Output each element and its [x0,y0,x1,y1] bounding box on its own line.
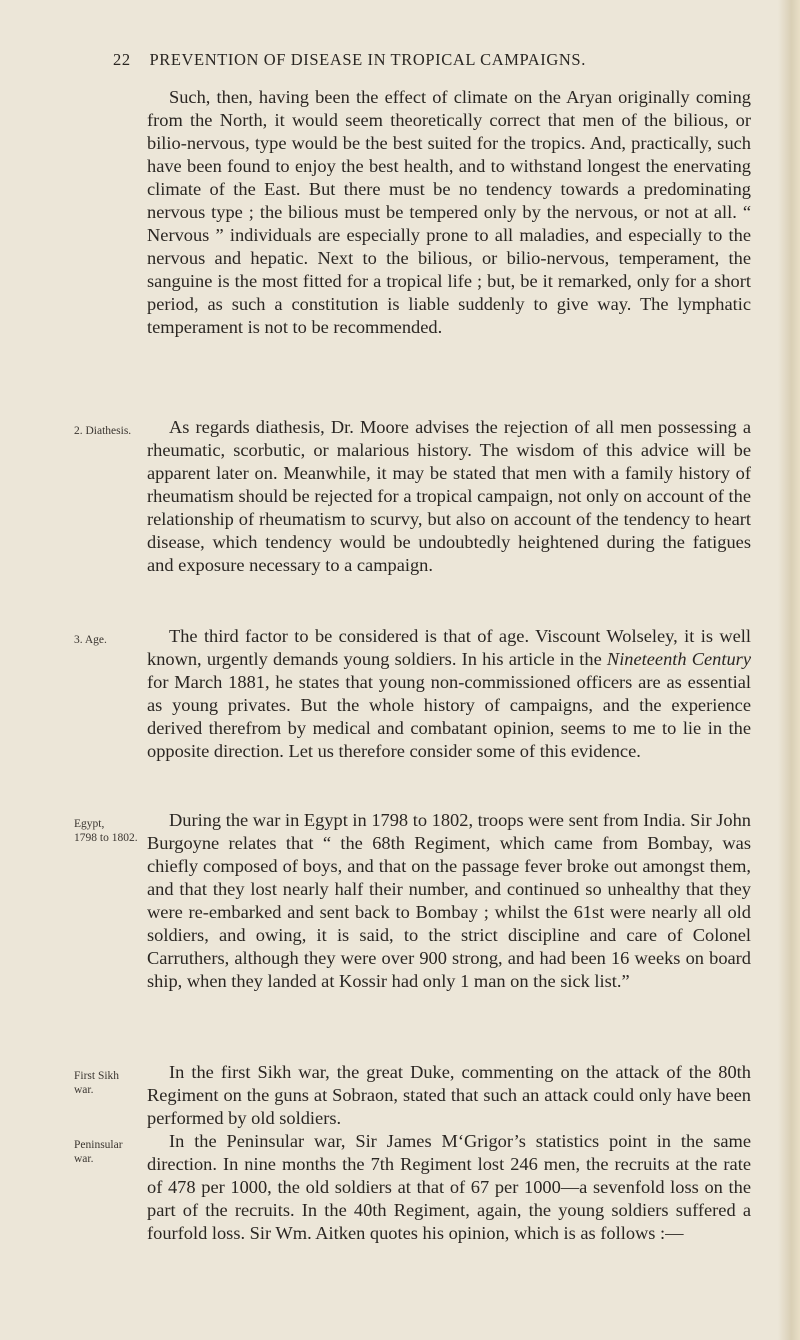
paragraph-sikh-war: In the first Sikh war, the great Duke, commenting on the attack of the 80th Regiment on the guns at Sobraon, stated that such an attack could only have been performed by old soldiers. [147,1062,751,1128]
sidenote-peninsular-line2: war. [74,1153,94,1165]
paragraph-diathesis: As regards diathesis, Dr. Moore advises the rejection of all men possessing a rheumatic, scorbutic, or malarious history. The wisdom of this advice will be apparent later on. Meanwhile, it may be stated that men with a family history of rheumatism should be rejected for a tropical campaign, not only on account of the relationship of rheumatism to scurvy, but also on account of the tendency to heart disease, which tendency would be undoubtedly heightened during the fatigues and exposure necessary to a campaign. [147,417,751,575]
paragraph-age-part1: The third factor to be considered is that of age. Viscount Wolseley, it is well known, urgently demands young soldiers. In his article in the [147,626,751,669]
paragraph-egypt: During the war in Egypt in 1798 to 1802, troops were sent from India. Sir John Burgoyne relates that “ the 68th Regiment, which came from Bombay, was chiefly composed of boys, and that on the passage fever broke out amongst them, and that they lost nearly half their number, and continued so unhealthy that they were re-embarked and sent back to Bombay ; whilst the 61st were nearly all old soldiers, and owing, it is said, to the strict discipline and care of Colonel Carruthers, although they were over 900 strong, and had been 16 weeks on board ship, when they landed at Kossir had only 1 man on the sick list.” [147,810,751,991]
sidenote-egypt [74,817,144,845]
sidenote-peninsular-line1: Peninsular [74,1139,123,1151]
sidenote-egypt-line1: Egypt, [74,818,105,830]
paragraph-peninsular-war: In the Peninsular war, Sir James M‘Grigor’s statistics point in the same direction. In nine months the 7th Regiment lost 246 men, the recruits at the rate of 478 per 1000, the old soldiers at that of 67 per 1000—a sevenfold loss on the part of the recruits. In the 40th Regiment, again, the young soldiers suffered a fourfold loss. Sir Wm. Aitken quotes his opinion, which is as follows :— [147,1131,751,1243]
paragraph-age [147,625,751,763]
running-head [113,50,753,70]
sidenote-sikh-war [74,1069,144,1097]
sidenote-sikh-line2: war. [74,1084,94,1096]
sidenote-egypt-line2: 1798 to 1802. [74,832,138,844]
paragraph-age-part2: for March 1881, he states that young non-commissioned officers are as essential as young privates. But the whole history of campaigns, and the experience derived therefrom by medical and combatant opinion, seems to me to lie in the opposite direction. Let us therefore consider some of this evidence. [147,672,751,761]
page-number: 22 [113,50,131,69]
sidenote-age: 3. Age. [74,634,107,646]
paragraph-temperament: Such, then, having been the effect of climate on the Aryan originally coming from the North, it would seem theoretically correct that men of the bilious, or bilio-nervous, type would be the best suited for the tropics. And, practically, such have been found to enjoy the best health, and to withstand longest the enervating climate of the East. But there must be no tendency towards a predominating nervous type ; the bilious must be tempered only by the nervous, or not at all. “ Nervous ” individuals are especially prone to all maladies, and especially to the nervous and hepatic. Next to the bilious, or bilio-nervous, temperament, the sanguine is the most fitted for a tropical life ; but, be it remarked, only for a short period, as such a constitution is liable suddenly to give way. The lymphatic temperament is not to be recommended. [147,87,751,337]
sidenote-sikh-line1: First Sikh [74,1070,120,1082]
journal-title: Nineteenth Century [606,649,752,669]
page-edge [778,0,800,1340]
sidenote-peninsular-war [74,1138,144,1166]
sidenote-diathesis: 2. Diathesis. [74,425,132,437]
running-title: PREVENTION OF DISEASE IN TROPICAL CAMPAIGNS. [149,50,586,69]
